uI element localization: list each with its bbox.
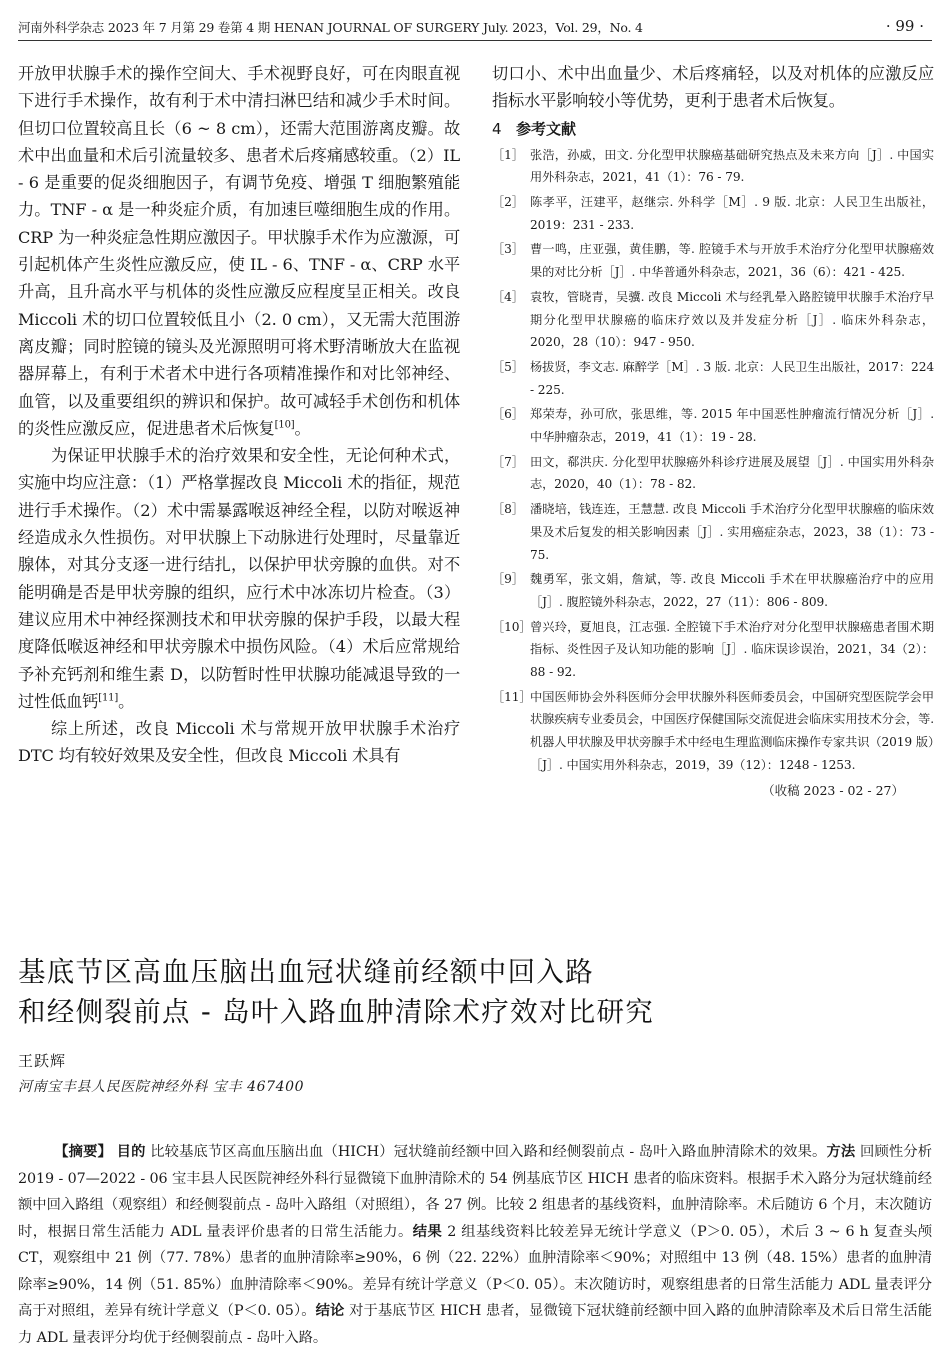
results-label: 结果 [412,1223,443,1240]
reference-number: ［5］ [492,359,524,374]
section-heading-references [492,118,934,140]
reference-text: 郑荣寿，孙可欣，张思维，等. 2015 年中国恶性肿瘤流行情况分析［J］. 中华肿瘤杂志，2019，41（1）：19 - 28. [530,407,934,445]
reference-list [492,144,934,777]
section-title: 参考文献 [516,119,577,138]
body-paragraph-continued: 切口小、术中出血量少、术后疼痛轻，以及对机体的应激反应指标水平影响较小等优势，更利于患者术后恢复。 [492,64,934,111]
reference-text: 陈孝平，汪建平，赵继宗. 外科学［M］. 9 版. 北京：人民卫生出版社，2019：231 - 233. [530,195,934,232]
reference-number: ［11］ [492,689,532,704]
right-column [492,60,934,799]
conclusion-text: 对于基底节区 HICH 患者，显微镜下冠状缝前经额中回入路的血肿清除率及术后日常生活能力 ADL 量表评分均优于经侧裂前点 - 岛叶入路。 [18,1303,932,1346]
reference-item [492,191,934,236]
body-paragraph-2 [18,442,460,715]
reference-item [492,403,934,448]
abstract-label: 【摘要】 [54,1144,112,1160]
article-title [18,952,932,1032]
objective-label: 目的 [116,1144,146,1160]
methods-text: 回顾性分析 2019 - 07—2022 - 06 宝丰县人民医院神经外科行显微镜下血肿清除术的 54 例基底节区 HICH 患者的临床资料。根据手术入路分为冠状缝前经额中回入路组（观察组）和经侧裂前点 - 岛叶入路组（对照组），各 27 例。比较 2 组患者的基线资料，血肿清除率。术后随访 6 个月，末次随访时，根据日常生活能力 ADL 量表评价患者的日常生活能力。 [18,1144,932,1240]
reference-text: 杨拔贤，李文志. 麻醉学［M］. 3 版. 北京：人民卫生出版社，2017：224 - 225. [530,359,934,397]
journal-info: 河南外科学杂志 2023 年 7 月第 29 卷第 4 期 HENAN JOURNAL OF SURGERY July. 2023，Vol. 29，No. 4 [18,20,643,35]
body-paragraph-1-text: 开放甲状腺手术的操作空间大、手术视野良好，可在肉眼直视下进行手术操作，故有利于术中清扫淋巴结和减少手术时间。但切口位置较高且长（6 ~ 8 cm），还需大范围游离皮瓣。故术中出血量和术后引流量较多、患者术后疼痛感较重。（2）IL - 6 是重要的促炎细胞因子，有调节免疫、增强 T 细胞繁殖能力。TNF - α 是一种炎症介质，有加速巨噬细胞生成的作用。CRP 为一种炎症急性期应激因子。甲状腺手术作为应激源，可引起机体产生炎性应激反应，使 IL - 6、TNF - α、CRP 水平升高，且升高水平与机体的炎性应激反应程度呈正相关。改良 Miccoli 术的切口位置较低且小（2. 0 cm），又无需大范围游离皮瓣；同时腔镜的镜头及光源照明可将术野清晰放大在监视器屏幕上，有利于术者术中进行各项精准操作和对比邻神经、血管，以及重要组织的辨识和保护。故可减轻手术创伤和机体的炎性应激反应，促进患者术后恢复 [18,64,460,438]
reference-text: 曹一鸣，庄亚强，黄佳鹏，等. 腔镜手术与开放手术治疗分化型甲状腺癌效果的对比分析［J］. 中华普通外科杂志，2021，36（6）：421 - 425. [530,242,934,280]
body-paragraph-1-end: 。 [294,418,311,438]
header-divider [18,40,932,41]
reference-number: ［2］ [492,195,524,209]
reference-item [492,356,934,401]
reference-item [492,686,934,777]
abstract [18,1139,932,1351]
reference-text: 魏勇军，张文娟，詹斌，等. 改良 Miccoli 手术在甲状腺癌治疗中的应用［J］. 腹腔镜外科杂志，2022，27（11）：806 - 809. [530,572,934,609]
author-name: 王跃辉 [18,1052,67,1070]
reference-number: ［9］ [492,572,524,587]
left-column [18,60,460,770]
reference-item [492,144,934,189]
received-date: （收稿 2023 - 02 - 27） [762,782,904,798]
body-paragraph-2-end: 。 [118,691,135,711]
section-number: 4 [492,119,502,138]
running-header [18,17,932,42]
reference-item [492,238,934,283]
reference-item [492,616,934,684]
reference-text: 潘晓培，钱连连，王慧慧. 改良 Miccoli 手术治疗分化型甲状腺癌的临床效果及术后复发的相关影响因素［J］. 实用癌症杂志，2023，38（1）：73 - 75. [530,502,934,562]
citation-10: [10] [274,419,295,431]
author-affiliation: 河南宝丰县人民医院神经外科 宝丰 467400 [18,1079,305,1095]
reference-item [492,568,934,613]
reference-number: ［8］ [492,502,524,517]
reference-number: ［10］ [492,619,532,634]
reference-text: 曾兴玲，夏旭良，江志强. 全腔镜下手术治疗对分化型甲状腺癌患者围术期指标、炎性因子及认知功能的影响［J］. 临床误诊误治，2021，34（2）：88 - 92. [530,619,934,680]
body-paragraph-1 [18,60,460,442]
body-paragraph-3: 综上所述，改良 Miccoli 术与常规开放甲状腺手术治疗 DTC 均有较好效果及安全性，但改良 Miccoli 术具有 [18,719,460,766]
reference-text: 袁牧，管晓青，吴骥. 改良 Miccoli 术与经乳晕入路腔镜甲状腺手术治疗早期分化型甲状腺癌的临床疗效以及并发症分析［J］. 临床外科杂志，2020，28（10）：947 - 950. [530,289,934,350]
reference-text: 田文，郗洪庆. 分化型甲状腺癌外科诊疗进展及展望［J］. 中国实用外科杂志，2020，40（1）：78 - 82. [530,454,934,492]
results-text: 2 组基线资料比较差异无统计学意义（P＞0. 05），术后 3 ~ 6 h 复查头颅 CT，观察组中 21 例（77. 78%）患者的血肿清除率≥90%，6 例（22. 22%）血肿清除率＜90%；对照组中 13 例（48. 15%）患者的血肿清除率≥90%，14 例（51. 85%）血肿清除率＜90%。差异有统计学意义（P＜0. 05）。末次随访时，观察组患者的日常生活能力 ADL 量表评分高于对照组，差异有统计学意义（P＜0. 05）。 [18,1223,933,1319]
reference-number: ［7］ [492,454,524,469]
page-number: · 99 · [885,17,924,35]
article-title-line-2: 和经侧裂前点 - 岛叶入路血肿清除术疗效对比研究 [18,996,655,1028]
reference-text: 中国医师协会外科医师分会甲状腺外科医师委员会，中国研究型医院学会甲状腺疾病专业委员会，中国医疗保健国际交流促进会临床实用技术分会，等. 机器人甲状腺及甲状旁腺手术中经电生理监测临床操作专家共识（2019 版）［J］. 中国实用外科杂志，2019，39（12）：1248 - 1253. [530,689,934,772]
methods-label: 方法 [826,1144,856,1160]
reference-number: ［1］ [492,147,524,162]
reference-item [492,286,934,354]
article-title-line-1: 基底节区高血压脑出血冠状缝前经额中回入路 [18,956,594,988]
reference-number: ［3］ [492,242,524,257]
citation-11: [11] [98,692,119,704]
reference-text: 张浩，孙威，田文. 分化型甲状腺癌基础研究热点及未来方向［J］. 中国实用外科杂志，2021，41（1）：76 - 79. [530,147,934,185]
reference-item [492,498,934,566]
reference-item [492,451,934,496]
reference-number: ［4］ [492,289,524,304]
body-paragraph-2-text: 为保证甲状腺手术的治疗效果和安全性，无论何种术式，实施中均应注意：（1）严格掌握改良 Miccoli 术的指征，规范进行手术操作。（2）术中需暴露喉返神经全程，以防对喉返神经造成永久性损伤。对甲状腺上下动脉进行处理时，尽量靠近腺体，对其分支逐一进行结扎，以保护甲状旁腺的血供。对不能明确是否是甲状旁腺的组织，应行术中冰冻切片检查。（3）建议应用术中神经探测技术和甲状旁腺的保护手段，以最大程度降低喉返神经和甲状旁腺术中损伤风险。（4）术后应常规给予补充钙剂和维生素 D，以防暂时性甲状腺功能减退导致的一过性低血钙 [18,446,460,711]
conclusion-label: 结论 [315,1303,345,1319]
objective-text: 比较基底节区高血压脑出血（HICH）冠状缝前经额中回入路和经侧裂前点 - 岛叶入路血肿清除术的效果。 [150,1144,827,1160]
reference-number: ［6］ [492,407,524,422]
